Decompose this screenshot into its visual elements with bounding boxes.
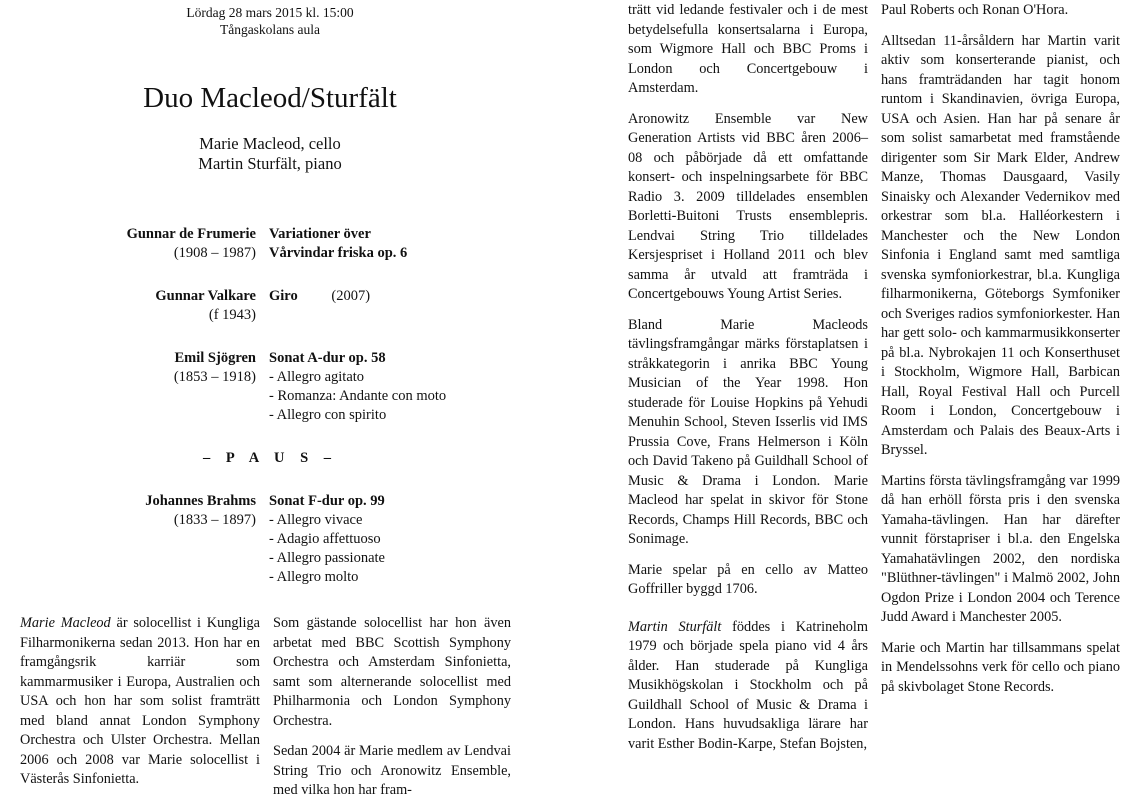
program-work [269,349,569,425]
work-title: Vårvindar friska op. 6 [269,245,408,261]
bio-paragraph: Alltsedan 11-årsåldern har Martin varit aktiv som konserterande pianist, och hans framträdanden har tagit honom runtom i Skandinavien, övriga Europa, USA och Asien. Han har på senare år som solist samarbetat med framstående dirigenter som Sir Mark Elder, Andrew Manze, Thomas Dausgaard, Vasily Sinaisky och Alexander Vedernikov med orkestrar som bl.a. Halléorkestern i Manchester och the New London Sinfonia i England samt med samtliga svenska symfoniorkestrar, bl.a. Kungliga filharmonikerna, Göteborgs Symfoniker och Sveriges radios symfoniorkester. Han har gett solo- och kammarmusikkonserter på bl.a. Nybrokajen 11 och Konserthuset i Stockholm, Wigmore Hall, Barbican Hall, Royal Festival Hall och Purcell Room i London, Concertgebouw i Amsterdam och Palais des Beaux-Arts i Bryssel. [881,32,1120,458]
composer-name: Emil Sjögren [174,350,256,366]
bio-paragraph: trätt vid ledande festivaler och i de mest betydelsefulla konsertsalarna i Europa, som Wigmore Hall och BBC Proms i London och Concertgebouw i Amsterdam. [628,2,868,96]
bio-paragraph: Som gästande solocellist har hon även arbetat med BBC Scottish Symphony Orchestra och Amsterdam Sinfonietta, samt som alternerande solocellist med Philharmonia och London Symphony Orchestra. [273,615,511,729]
bio-paragraph: Paul Roberts och Ronan O'Hora. [881,2,1069,18]
bio-name: Martin Sturfält [628,618,722,635]
intermission: – P A U S – [202,450,338,466]
program-composer [116,349,256,387]
movement: - Allegro molto [269,569,359,585]
movement: - Allegro passionate [269,550,385,566]
bio-paragraph: Marie och Martin har tillsammans spelat in Mendelssohns verk för cello och piano på skivbolaget Stone Records. [881,639,1120,695]
bio-paragraph: Marie spelar på en cello av Matteo Goffriller byggd 1706. [628,561,868,597]
concert-header [150,4,390,38]
work-title: Sonat A-dur op. 58 [269,350,386,366]
program-work [269,287,569,306]
page-title: Duo Macleod/Sturfält [143,82,397,114]
concert-venue: Tångaskolans aula [219,22,321,37]
work-title: Variationer över [269,226,371,242]
composer-name: Johannes Brahms [145,493,256,509]
bio-name: Marie Macleod [20,615,111,631]
movement: - Romanza: Andante con moto [269,388,447,404]
movement: - Adagio affettuoso [269,531,381,547]
composer-dates: (1833 – 1897) [173,512,256,528]
bio-paragraph: Martin Sturfält föddes i Katrineholm 1979 och började spela piano vid 4 års ålder. Han studerade på Kungliga Musikhögskolan i Stockholm och på Guildhall School of Music & Drama i London. Hans huvudsakliga lärare har varit Esther Bodin-Karpe, Stefan Bojsten, [628,618,868,752]
program-composer [116,287,256,325]
work-year: (2007) [331,288,371,304]
composer-name: Gunnar Valkare [155,288,256,304]
bio-column-1 [20,614,260,790]
bio-paragraph: Aronowitz Ensemble var New Generation Artists vid BBC åren 2006–08 och påbörjade då ett omfattande konsert- och inspelningsarbete för BBC Radio 3. 2009 tilldelades ensemblen Borletti-Buitoni Trusts ensemblepris. Lendvai String Trio tilldelades Kersjespriset i Holland 2011 och blev samma år utvald att framträda i Concertgebouws Young Artist Series. [628,110,868,302]
bio-paragraph: Sedan 2004 är Marie medlem av Lendvai String Trio och Aronowitz Ensemble, med vilka hon har fram- [273,743,511,798]
movement: - Allegro con spirito [269,407,387,423]
bio-paragraph: Martins första tävlingsframgång var 1999 då han erhöll första pris i den svenska Yamaha-tävlingen. Han har därefter vunnit förstapriser i bl.a. den Engelska Yamahatävlingen 2002, den nordiska "Blüthner-tävlingen" i Malmö 2002, John Ogdon Prize i London 2004 och Terence Judd Award i Manchester 2005. [881,472,1120,625]
program-work [269,492,569,587]
bio-paragraph: Bland Marie Macleods tävlingsframgångar märks förstaplatsen i stråkkategorin i anrika BBC Young Musician of the Year 1998. Hon studerade för Louise Hopkins på Yehudi Menuhin School, Steven Isserlis vid IMS Prussia Cove, Frans Helmerson i Köln och David Takeno på Guildhall School of Music & Drama i London. Marie Macleod har spelat in skivor för Stone Records, Champs Hill Records, BBC och Sonimage. [628,316,868,547]
performers [120,134,420,174]
bio-column-3 [628,1,868,754]
bio-column-4 [881,1,1120,697]
composer-dates: (1853 – 1918) [173,369,256,385]
movement: - Allegro agitato [269,369,365,385]
bio-paragraph: Marie Macleod är solocellist i Kungliga Filharmonikerna sedan 2013. Hon har en framgångsrik karriär som kammarmusiker i Europa, Australien och USA och hon har som solist framträtt med bland annat London Symphony Orchestra och Ulster Orchestra. Mellan 2006 och 2008 var Marie solocellist i Västerås Sinfonietta. [20,615,260,787]
program-composer [116,492,256,530]
performer-cello: Marie Macleod, cello [199,134,341,153]
work-title: Sonat F-dur op. 99 [269,493,385,509]
program-composer [116,225,256,263]
composer-dates: (f 1943) [208,307,256,323]
concert-date-time: Lördag 28 mars 2015 kl. 15:00 [186,5,354,20]
program-work [269,225,569,263]
work-title: Giro [269,288,298,304]
composer-name: Gunnar de Frumerie [126,226,256,242]
composer-dates: (1908 – 1987) [173,245,256,261]
bio-column-2 [273,614,511,801]
performer-piano: Martin Sturfält, piano [198,154,342,173]
movement: - Allegro vivace [269,512,363,528]
